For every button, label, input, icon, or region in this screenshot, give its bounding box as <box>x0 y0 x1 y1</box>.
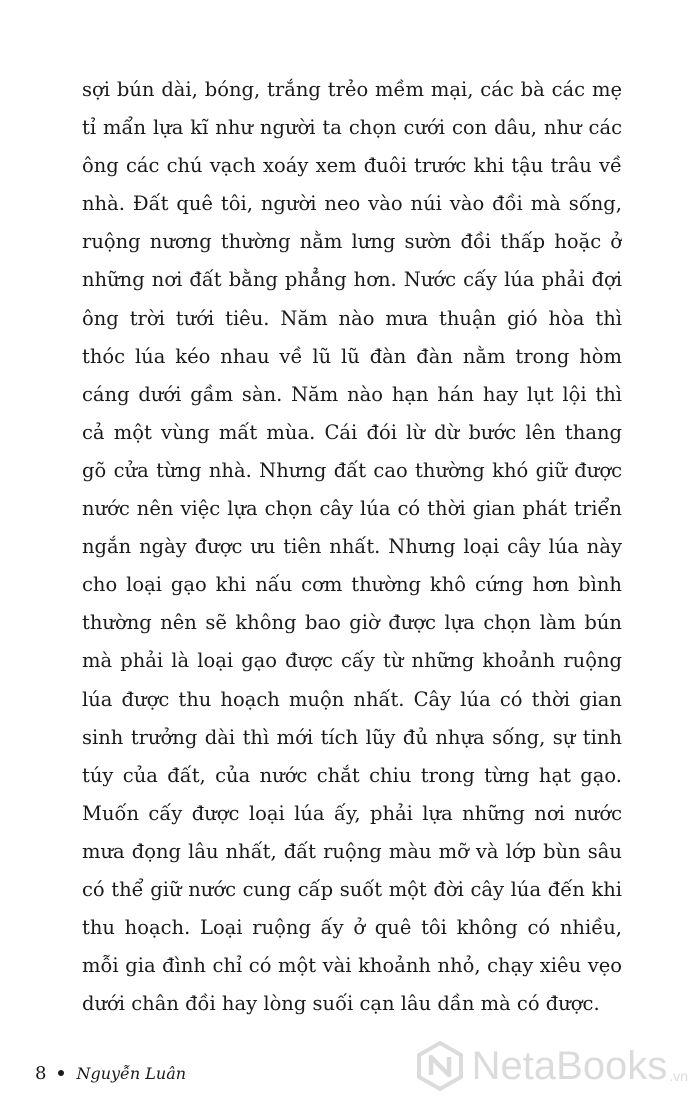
netabooks-logo-icon <box>414 1040 466 1092</box>
body-line: có thể giữ nước cung cấp suốt một đời cây lúa đến khi <box>82 877 622 901</box>
page-number: 8 <box>35 1062 47 1084</box>
body-line: gõ cửa từng nhà. Nhưng đất cao thường khó giữ được <box>82 458 622 482</box>
page-footer <box>35 1058 186 1088</box>
body-line: những nơi đất bằng phẳng hơn. Nước cấy lúa phải đợi <box>82 268 622 292</box>
body-line-last: dưới chân đồi hay lòng suối cạn lâu dần mà có được. <box>82 992 600 1016</box>
body-line: nước nên việc lựa chọn cây lúa có thời gian phát triển <box>82 497 622 521</box>
body-line: cáng dưới gầm sàn. Năm nào hạn hán hay lụt lội thì <box>82 382 622 406</box>
body-line: mỗi gia đình chỉ có một vài khoảnh nhỏ, chạy xiêu vẹo <box>82 954 622 978</box>
body-line: thu hoạch. Loại ruộng ấy ở quê tôi không có nhiều, <box>82 916 622 940</box>
body-line: túy của đất, của nước chắt chiu trong từng hạt gạo. <box>82 763 622 787</box>
watermark <box>414 1040 688 1092</box>
body-line: mưa đọng lâu nhất, đất ruộng màu mỡ và lớp bùn sâu <box>82 839 622 863</box>
body-line: ông trời tưới tiêu. Năm nào mưa thuận gió hòa thì <box>82 306 622 330</box>
bullet-separator-icon <box>58 1070 64 1076</box>
body-line: ông các chú vạch xoáy xem đuôi trước khi tậu trâu về <box>82 154 622 178</box>
body-line: sợi bún dài, bóng, trắng trẻo mềm mại, các bà các mẹ <box>82 78 622 101</box>
author-name: Nguyễn Luân <box>76 1063 187 1083</box>
body-line: lúa được thu hoạch muộn nhất. Cây lúa có thời gian <box>82 687 622 711</box>
page-body-text <box>82 71 622 1023</box>
body-line: nhà. Đất quê tôi, người neo vào núi vào đồi mà sống, <box>82 192 622 216</box>
body-line: mà phải là loại gạo được cấy từ những khoảnh ruộng <box>82 649 622 673</box>
body-line: thóc lúa kéo nhau về lũ lũ đàn đàn nằm trong hòm <box>82 344 622 368</box>
body-line: sinh trưởng dài thì mới tích lũy đủ nhựa sống, sự tinh <box>82 725 622 749</box>
body-line: ruộng nương thường nằm lưng sườn đồi thấp hoặc ở <box>82 230 622 254</box>
body-line: thường nên sẽ không bao giờ được lựa chọn làm bún <box>82 611 622 635</box>
body-line: cả một vùng mất mùa. Cái đói lừ dừ bước lên thang <box>82 420 622 444</box>
watermark-text: NetaBooks <box>471 1044 668 1088</box>
watermark-tld: .vn <box>669 1068 688 1084</box>
body-line: ngắn ngày được ưu tiên nhất. Nhưng loại cây lúa này <box>82 535 622 559</box>
body-line: cho loại gạo khi nấu cơm thường khô cứng hơn bình <box>82 573 622 597</box>
body-line: Muốn cấy được loại lúa ấy, phải lựa những nơi nước <box>82 801 622 825</box>
body-line: tỉ mẩn lựa kĩ như người ta chọn cưới con dâu, như các <box>82 116 622 140</box>
